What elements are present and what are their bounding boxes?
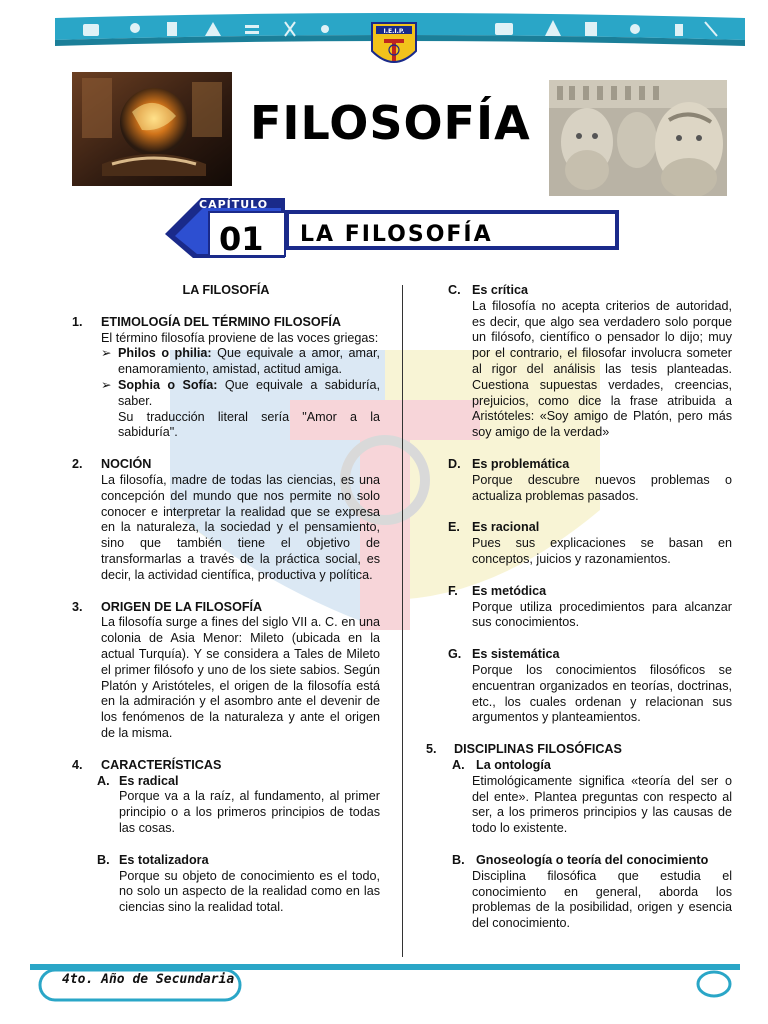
list-item: B. Es totalizadora Porque su objeto de conocimiento es el todo, no solo un aspecto de la realidad como en las ciencias sino la realidad total. (97, 852, 380, 915)
section-origen: 3. ORIGEN DE LA FILOSOFÍA La filosofía surge a fines del siglo VII a. C. en una colonia de Asia Menor: Mileto (ubicada en la actual Turquía). Y se considera a Tales de Mileto el primer filósofo y uno de los siete sabios. Según Platón y Aristóteles, el origen de la filosofía está en la admiración y el asombro ante el devenir de los fenómenos de la naturaleza y ante el origen de la misma. (72, 599, 380, 740)
list-item: A. Es radical Porque va a la raíz, al fundamento, al primer principio o a los primeros principios de todas las cosas. (97, 773, 380, 835)
section-title: ORIGEN DE LA FILOSOFÍA (101, 599, 263, 614)
right-column (426, 283, 732, 948)
section-text: Su traducción literal sería "Amor a la sabiduría". (118, 409, 380, 440)
list-item: F. Es metódica Porque utiliza procedimientos para alcanzar sus conocimientos. (448, 583, 732, 630)
crystal-ball-photo (72, 72, 232, 186)
arrow-bullet-icon: ➢ (101, 377, 112, 392)
philosophers-statues-photo (549, 80, 727, 196)
list-item: B. Gnoseología o teoría del conocimiento Disciplina filosófica que estudia el conocimiento en general, aborda los problemas de la posibilidad, origen y esencia del conocimiento. (452, 852, 732, 931)
chapter-number: 01 (219, 220, 264, 258)
list-item: E. Es racional Pues sus explicaciones se basan en conceptos, juicios y razonamientos. (448, 520, 732, 566)
section-caracteristicas: 4. CARACTERÍSTICAS A. Es radical Porque va a la raíz, al fundamento, al primer principio o a los primeros principios de todas las cosas. B. Es totalizadora Porque su objeto de conocimiento es el todo, no solo un aspecto de la realidad como en las ciencias sino la realidad total. (72, 757, 380, 915)
section-etimologia: 1. ETIMOLOGÍA DEL TÉRMINO FILOSOFÍA El término filosofía proviene de las voces griegas: ➢ Philos o philia: Que equivale a amor, amar, enamoramiento, amistad, actitud amiga. ➢ Sophia o Sofía: Que equivale a sabiduría, saber. Su traducción literal sería "Amor a la sabiduría". (72, 314, 381, 440)
section-disciplinas: 5. DISCIPLINAS FILOSÓFICAS A. La ontología Etimológicamente significa «teoría del ser o del ente». Plantea preguntas con respecto al ser, a los primeros principios y las causas de todo lo existente. B. Gnoseología o teoría del conocimiento Disciplina filosófica que estudia el conocimiento en general, aborda los problemas de la posibilidad, origen y esencia del conocimiento. (426, 742, 732, 931)
page-title: FILOSOFÍA (250, 96, 531, 150)
list-item: ➢ Sophia o Sofía: Que equivale a sabiduría, saber. (101, 377, 381, 408)
section-title: NOCIÓN (101, 457, 152, 472)
list-item: G. Es sistemática Porque los conocimientos filosóficos se encuentran organizados en teorías, doctrinas, etc., los cuales ordenan y relacionan sus argumentos y planteamientos. (448, 647, 732, 725)
section-text: El término filosofía proviene de las voces griegas: (101, 330, 379, 345)
section-text: La filosofía, madre de todas las ciencias, es una concepción del mundo que nos permite no solo conocer e interpretar la realidad que se expresa en la naturaleza, la sociedad y el pensamiento, sino que también tiene el objetivo de transformarlas a través de la práctica social, es decir, la actividad científica, productiva y política. (101, 472, 380, 582)
column-divider (402, 285, 403, 957)
list-item: ➢ Philos o philia: Que equivale a amor, amar, enamoramiento, amistad, actitud amiga. (101, 346, 380, 377)
school-seal (368, 17, 420, 73)
left-column (72, 283, 380, 932)
arrow-bullet-icon: ➢ (101, 346, 112, 361)
section-title: ETIMOLOGÍA DEL TÉRMINO FILOSOFÍA (101, 314, 341, 329)
section-title: DISCIPLINAS FILOSÓFICAS (454, 742, 622, 757)
list-item: D. Es problemática Porque descubre nuevos problemas o actualiza problemas pasados. (448, 456, 732, 503)
list-item: A. La ontología Etimológicamente significa «teoría del ser o del ente». Plantea preguntas con respecto al ser, a los primeros principios y las causas de todo lo existente. (452, 757, 732, 836)
section-nocion: 2. NOCIÓN La filosofía, madre de todas las ciencias, es una concepción del mundo que nos permite no solo conocer e interpretar la realidad que se expresa en la naturaleza, la sociedad y el pensamiento, sino que también tiene el objetivo de transformarlas a través de la práctica social, es decir, la actividad científica, productiva y política. (72, 457, 380, 582)
footer-grade-label: 4to. Año de Secundaria (62, 972, 235, 987)
chapter-title: LA FILOSOFÍA (300, 222, 493, 247)
section-heading: LA FILOSOFÍA (182, 283, 270, 297)
section-text: La filosofía surge a fines del siglo VII a. C. en una colonia de Asia Menor: Mileto (ubicada en la actual Turquía). Y se considera a Tales de Mileto el primer filósofo y uno de los siete sabios. Según Platón y Aristóteles, el origen de la filosofía está en la admiración y el asombro ante el devenir de los fenómenos de la naturaleza y ante el origen de la misma. (101, 615, 380, 740)
section-title: CARACTERÍSTICAS (101, 757, 222, 772)
list-item: C. Es crítica La filosofía no acepta criterios de autoridad, es decir, que algo sea verdadero solo porque un filósofo, científico o pensador lo dijo; muy por el contrario, el filosofar involucra someter al rigor del análisis las tesis planteadas. Cuestiona supuestas verdades, creencias, prejuicios, como dice la frase atribuida a Aristóteles: «Soy amigo de Platón, pero más soy amigo de la verdad» (448, 283, 732, 440)
chapter-label: CAPÍTULO (199, 198, 269, 211)
seal-text: I.E.I.P. (383, 28, 405, 35)
